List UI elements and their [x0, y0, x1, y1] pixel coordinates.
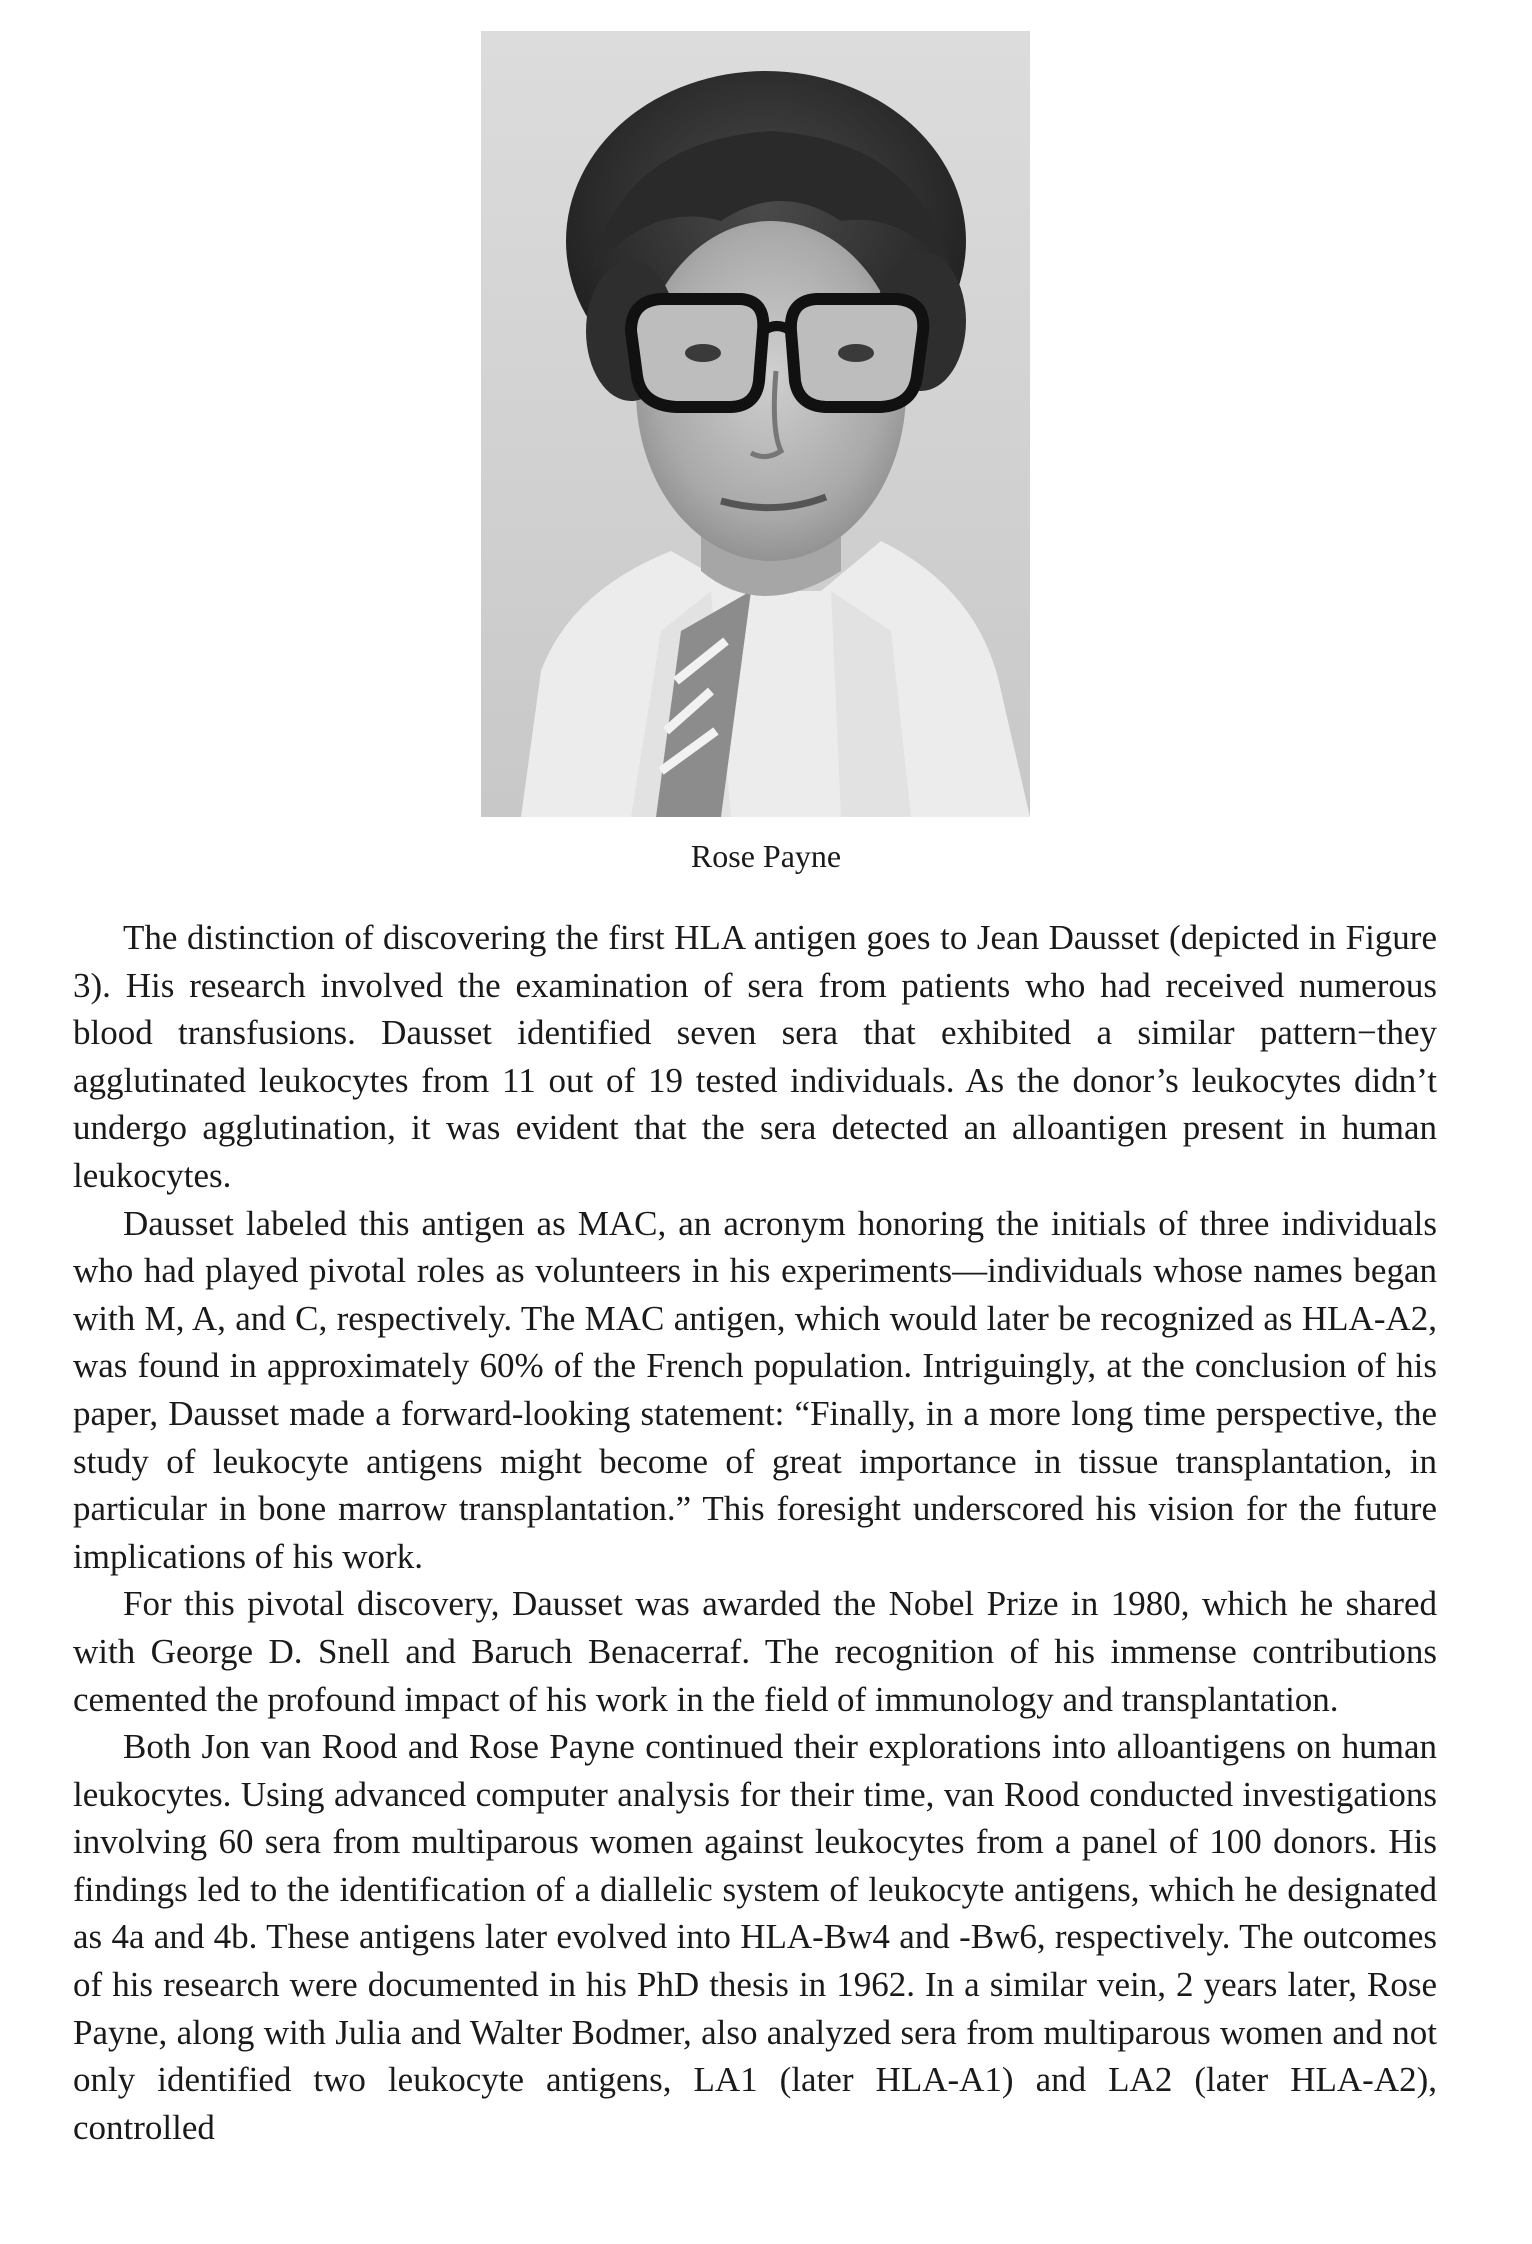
paragraph: The distinction of discovering the first HLA antigen goes to Jean Dausset (depicted in Figure 3). His research involved the examination of sera from patients who had received numerous blood transfusions. Dausset identified seven sera that exhibited a similar pattern−they agglutinated leukocytes from 11 out of 19 tested individuals. As the donor’s leukocytes didn’t undergo agglutination, it was evident that the sera detected an alloantigen present in human leukocytes. — [73, 918, 1437, 1195]
paragraph: Both Jon van Rood and Rose Payne continued their explorations into alloantigens on human leukocytes. Using advanced computer analysis for their time, van Rood conducted investigations involving 60 sera from multiparous women against leukocytes from a panel of 100 donors. His findings led to the identification of a diallelic system of leukocyte antigens, which he designated as 4a and 4b. These antigens later evolved into HLA-Bw4 and -Bw6, respectively. The outcomes of his research were documented in his PhD thesis in 1962. In a similar vein, 2 years later, Rose Payne, along with Julia and Walter Bodmer, also analyzed sera from multiparous women and not only identified two leukocyte antigens, LA1 (later HLA-A1) and LA2 (later HLA-A2), controlled — [73, 1727, 1437, 2147]
portrait-image — [481, 31, 1030, 817]
figure-caption: Rose Payne — [690, 838, 842, 874]
paragraph: For this pivotal discovery, Dausset was awarded the Nobel Prize in 1980, which he shared with George D. Snell and Baruch Benacerraf. The recognition of his immense contributions cemented the profound impact of his work in the field of immunology and transplantation. — [73, 1584, 1437, 1719]
paragraph: Dausset labeled this antigen as MAC, an acronym honoring the initials of three individuals who had played pivotal roles as volunteers in his experiments—individuals whose names began with M, A, and C, respectively. The MAC antigen, which would later be recognized as HLA-A2, was found in approximately 60% of the French population. Intriguingly, at the conclusion of his paper, Dausset made a forward-looking statement: “Finally, in a more long time perspective, the study of leukocyte antigens might become of great importance in tissue transplantation, in particular in bone marrow transplantation.” This foresight underscored his vision for the future implications of his work. — [73, 1203, 1437, 1576]
body-text — [73, 914, 1437, 2151]
portrait-photo — [481, 31, 1030, 817]
